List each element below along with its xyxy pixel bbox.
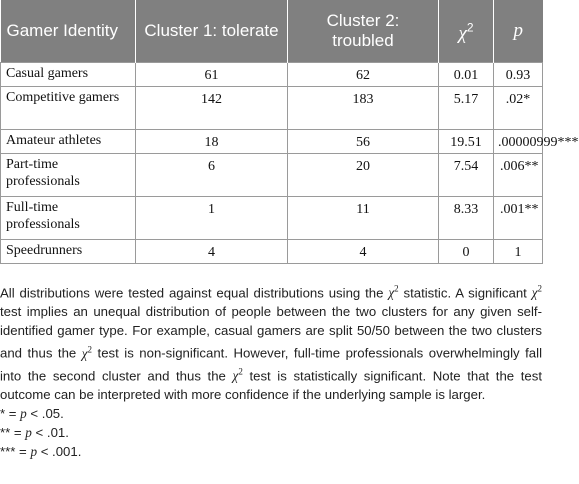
chi-symbol: $\chi^2$ — [232, 366, 243, 384]
table-row — [1, 196, 543, 239]
footnote: * = p < .05. — [0, 406, 64, 422]
row-name: Casual gamers — [1, 62, 136, 86]
chi-square-value: 7.54 — [439, 153, 494, 196]
header-p-value: p — [494, 0, 543, 62]
header-cluster-2: Cluster 2: troubled — [288, 0, 439, 62]
table-row — [1, 86, 543, 129]
row-name: Amateur athletes — [1, 129, 136, 153]
cluster-1-count: 142 — [136, 86, 288, 129]
chi-square-value: 0.01 — [439, 62, 494, 86]
cluster-1-count: 6 — [136, 153, 288, 196]
chi-square-value: 8.33 — [439, 196, 494, 239]
p-value: .006** — [494, 153, 543, 196]
row-name: Full-time professionals — [1, 196, 136, 239]
row-name: Competitive gamers — [1, 86, 136, 129]
table-header-row — [1, 0, 543, 62]
p-value: .00000999*** — [494, 129, 543, 153]
chi-square-value: 0 — [439, 239, 494, 263]
row-name: Part-time professionals — [1, 153, 136, 196]
header-cluster-1: Cluster 1: tolerate — [136, 0, 288, 62]
p-value: .001** — [494, 196, 543, 239]
p-value: 0.93 — [494, 62, 543, 86]
p-value: 1 — [494, 239, 543, 263]
chi-symbol: $\chi^2$ — [388, 284, 399, 301]
cluster-2-count: 62 — [288, 62, 439, 86]
notes-paragraph: All distributions were tested against equal distributions using the $\chi^2$ statistic. A significant $\chi^2$ test implies an unequal distribution of people between the two clusters for any given self-identified gamer type. For example, casual gamers are split 50/50 between the two clusters and thus the $\chi^2$ test is non-significant. However, full-time professionals overwhelmingly fall into the second cluster and thus the $\chi^2$ test is statistically significant. Note that the test outcome can be interpreted with more confidence if the underlying sample is larger. — [0, 284, 543, 403]
row-name: Speedrunners — [1, 239, 136, 263]
footnote: ** = p < .01. — [0, 425, 69, 441]
table-row — [1, 129, 543, 153]
cluster-1-count: 61 — [136, 62, 288, 86]
cluster-2-count: 56 — [288, 129, 439, 153]
cluster-2-count: 20 — [288, 153, 439, 196]
table-row — [1, 153, 543, 196]
chi-symbol: $\chi^2$ — [81, 344, 93, 361]
cluster-1-count: 1 — [136, 196, 288, 239]
chi-symbol: $\chi^2$ — [458, 20, 474, 44]
p-value: .02* — [494, 86, 543, 129]
cluster-1-count: 4 — [136, 239, 288, 263]
cluster-2-count: 183 — [288, 86, 439, 129]
chi-symbol: $\chi^2$ — [531, 284, 542, 301]
cluster-2-count: 11 — [288, 196, 439, 239]
chi-square-value: 19.51 — [439, 129, 494, 153]
table-row — [1, 239, 543, 263]
cluster-1-count: 18 — [136, 129, 288, 153]
header-chi-square — [439, 0, 494, 62]
table-row — [1, 62, 543, 86]
chi-square-value: 5.17 — [439, 86, 494, 129]
cluster-2-count: 4 — [288, 239, 439, 263]
header-gamer-identity: Gamer Identity — [1, 0, 136, 62]
footnote: *** = p < .001. — [0, 444, 82, 460]
table-notes — [0, 280, 542, 461]
